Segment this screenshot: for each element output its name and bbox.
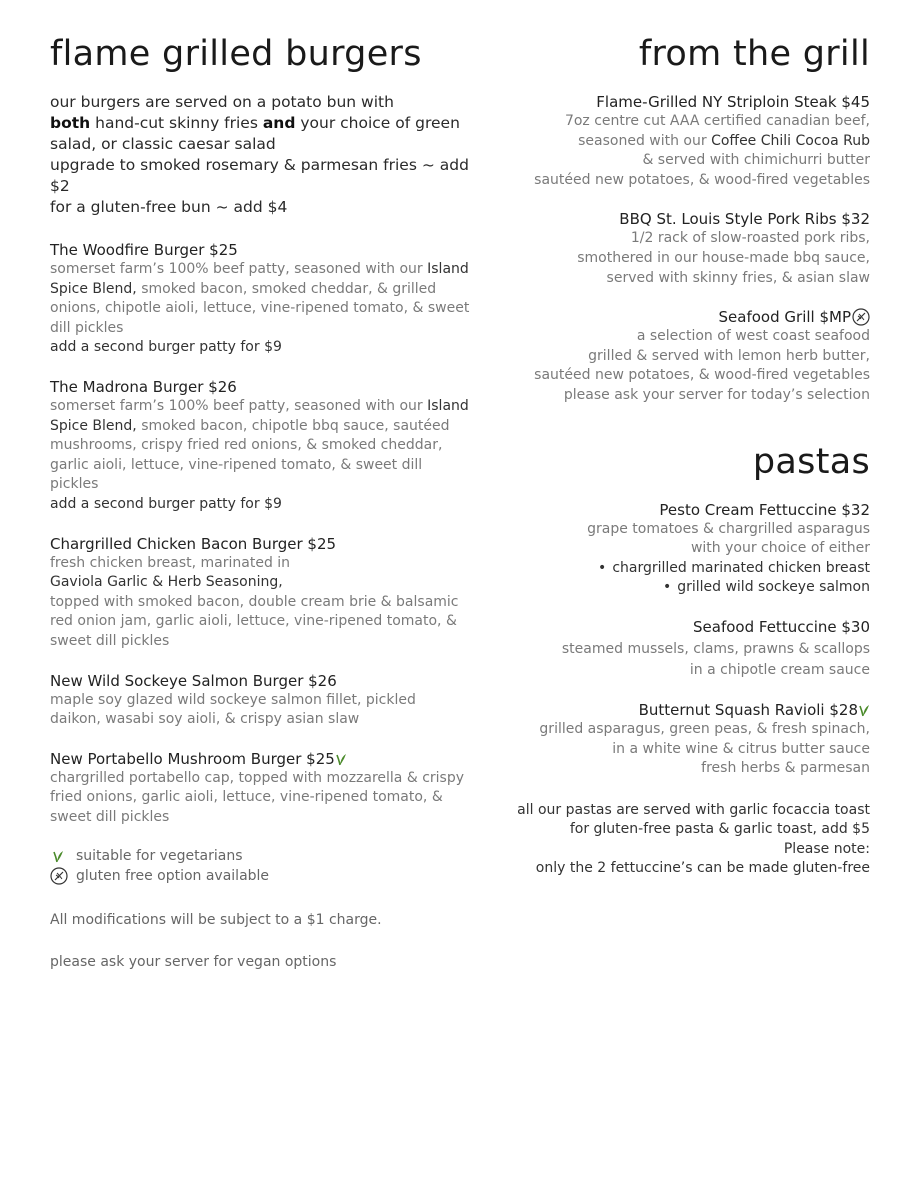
desc-line: 7oz centre cut AAA certified canadian beef, [564,113,870,129]
desc-part: smoked bacon, chipotle bbq sauce, sautéed mushrooms, crispy fried red onions, & smoked cheddar, garlic aioli, lettuce, vine-ripened tomato, & sweet dill pickles [50,417,450,493]
item-extra: add a second burger patty for $9 [50,495,282,512]
intro-line-2 [50,113,470,155]
menu-item-pork-ribs [470,209,870,288]
desc-line: 1/2 rack of slow-roasted pork ribs, [630,230,870,247]
legend-veg [50,846,470,866]
item-description [50,260,470,338]
legend-gf [50,866,470,886]
legend-gf-label: gluten free option available [76,868,270,885]
grill-pastas-section [470,32,870,879]
item-extra: add a second burger patty for $9 [50,339,282,356]
desc-line: fresh herbs & parmesan [701,760,870,777]
menu-item-seafood-grill [470,307,870,405]
leaf-icon [52,849,64,863]
menu-item-striploin [470,92,870,190]
desc-line: a selection of west coast seafood [636,328,870,345]
spice-blend-name: Island Spice Blend, [50,397,469,434]
intro-line-4: for a gluten-free bun ~ add $4 [50,198,288,216]
item-title: New Wild Sockeye Salmon Burger $26 [50,671,337,690]
item-title-row [50,749,470,769]
menu-item-portabello [50,749,470,828]
desc-line: please ask your server for today’s selection [563,386,870,403]
item-title: BBQ St. Louis Style Pork Ribs $32 [619,210,870,229]
legend [50,846,470,886]
intro-line-3: upgrade to smoked rosemary & parmesan fries ~ add $2 [50,156,469,195]
desc-line: grape tomatoes & chargrilled asparagus [587,520,870,537]
menu-item-pesto-fettuccine [470,500,870,598]
item-title: Pesto Cream Fettuccine $32 [659,500,870,519]
vegan-note: please ask your server for vegan options [50,954,337,971]
item-title: Butternut Squash Ravioli $28 [638,700,858,719]
legend-veg-label: suitable for vegetarians [76,848,243,865]
modifications-note: All modifications will be subject to a $1 charge. [50,912,382,929]
grill-title: from the grill [638,34,870,74]
item-title: Chargrilled Chicken Bacon Burger $25 [50,534,337,553]
desc-line: with your choice of either [690,540,870,557]
menu-item-seafood-fettuccine [470,617,870,681]
option-chicken: • chargrilled marinated chicken breast [470,559,870,579]
desc-line [470,132,870,152]
menu-item-ravioli [470,700,870,779]
burgers-intro [50,92,470,218]
item-title: Flame-Grilled NY Striploin Steak $45 [596,93,870,111]
desc-part: somerset farm’s 100% beef patty, seasoned with our [50,261,428,277]
desc-part: somerset farm’s 100% beef patty, seasoned with our [50,397,428,414]
desc-line: in a white wine & citrus butter sauce [612,740,870,757]
desc-part: smoked bacon, smoked cheddar, & grilled onions, chipotle aioli, lettuce, vine-ripened tomato, & sweet dill pickles [50,280,470,336]
desc-line: sautéed new potatoes, & wood-fired vegetables [534,171,870,188]
spice-blend-name: Island Spice Blend, [50,261,469,297]
desc-line: in a chipotle cream sauce [689,661,870,678]
item-title: Seafood Grill $MP [718,308,851,327]
option-salmon: • grilled wild sockeye salmon [470,578,870,598]
item-description-line: topped with smoked bacon, double cream brie & balsamic red onion jam, garlic aioli, lettuce, vine-ripened tomato, & sweet dill pickles [50,593,459,649]
pastas-title: pastas [752,441,870,482]
intro-line-1: our burgers are served on a potato bun with [50,93,394,111]
item-description: chargrilled portabello cap, topped with mozzarella & crispy fried onions, garlic aioli, lettuce, vine-ripened tomato, & sweet dill pickles [50,769,465,825]
pasta-note-2: for gluten-free pasta & garlic toast, add $5 [569,821,870,838]
rub-name: Coffee Chili Cocoa Rub [711,132,870,149]
item-title-row [470,700,870,720]
item-title: The Madrona Burger $26 [50,377,237,396]
menu-item-madrona [50,377,470,515]
menu-item-woodfire [50,240,470,358]
burgers-section [50,32,470,972]
desc-line: steamed mussels, clams, prawns & scallops [561,640,870,657]
desc-line: sautéed new potatoes, & wood-fired vegetables [534,367,870,384]
burgers-title: flame grilled burgers [50,34,422,74]
intro-mid-1: hand-cut skinny fries [90,114,263,132]
intro-bold-and: and [262,114,296,132]
desc-line: served with skinny fries, & asian slaw [606,269,870,286]
desc-line: & served with chimichurri butter [642,152,870,169]
desc-line: grilled & served with lemon herb butter, [588,347,870,364]
seasoning-name: Gaviola Garlic & Herb Seasoning, [50,574,283,591]
pasta-note-1: all our pastas are served with garlic focaccia toast [517,801,870,818]
item-description: maple soy glazed wild sockeye salmon fillet, pickled daikon, wasabi soy aioli, & crispy asian slaw [50,691,416,728]
item-title: The Woodfire Burger $25 [50,241,238,259]
pasta-note-4: only the 2 fettuccine’s can be made gluten-free [535,860,870,877]
item-title-row [470,307,870,327]
leaf-icon [858,703,870,717]
item-description [50,397,470,495]
intro-mid-2: your choice of green salad, or classic caesar salad [50,114,460,153]
item-description-line: fresh chicken breast, marinated in [50,554,291,571]
menu-item-chicken-bacon [50,534,470,652]
gluten-free-icon [852,308,870,326]
menu-item-salmon-burger [50,671,470,730]
leaf-icon [335,752,347,766]
pasta-notes [470,801,870,879]
intro-bold-both: both [50,114,91,132]
item-title: New Portabello Mushroom Burger $25 [50,749,335,768]
desc-line: grilled asparagus, green peas, & fresh spinach, [539,720,870,737]
gluten-free-icon [50,867,68,885]
desc-part: seasoned with our [578,132,712,149]
pasta-note-3: Please note: [783,840,870,857]
item-title: Seafood Fettuccine $30 [693,617,870,636]
desc-line: smothered in our house-made bbq sauce, [577,249,870,266]
